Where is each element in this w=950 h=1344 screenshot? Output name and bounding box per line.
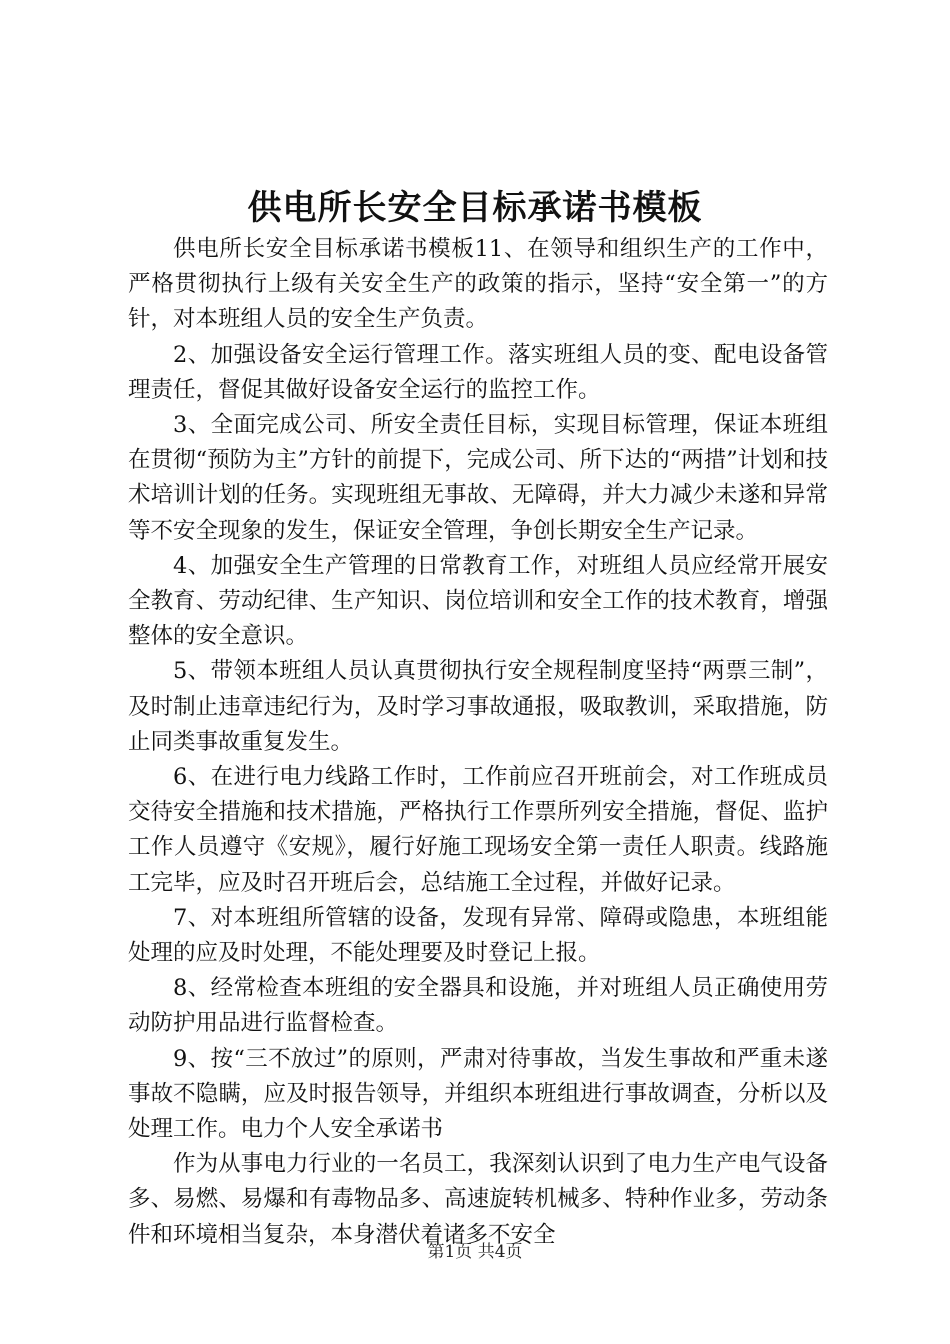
paragraph-3: 3、全面完成公司、所安全责任目标，实现目标管理，保证本班组在贯彻“预防为主”方针的前提下，完成公司、所下达的“两措”计划和技术培训计划的任务。实现班组无事故、无障碍，并大力减少未遂和异常等不安全现象的发生，保证安全管理，争创长期安全生产记录。 xyxy=(128,412,828,544)
paragraph-7: 7、对本班组所管辖的设备，发现有异常、障碍或隐患，本班组能处理的应及时处理，不能处理要及时登记上报。 xyxy=(128,904,828,967)
paragraph-5: 5、带领本班组人员认真贯彻执行安全规程制度坚持“两票三制”，及时制止违章违纪行为，及时学习事故通报，吸取教训，采取措施，防止同类事故重复发生。 xyxy=(128,658,828,755)
paragraph-4: 4、加强安全生产管理的日常教育工作，对班组人员应经常开展安全教育、劳动纪律、生产知识、岗位培训和安全工作的技术教育，增强整体的安全意识。 xyxy=(128,552,828,650)
document-body xyxy=(128,232,828,1253)
paragraph-8: 8、经常检查本班组的安全器具和设施，并对班组人员正确使用劳动防护用品进行监督检查。 xyxy=(128,975,828,1037)
paragraph-10: 作为从事电力行业的一名员工，我深刻认识到了电力生产电气设备多、易燃、易爆和有毒物品多、高速旋转机械多、特种作业多，劳动条件和环境相当复杂，本身潜伏着诸多不安全 xyxy=(128,1151,828,1248)
paragraph-1: 供电所长安全目标承诺书模板11、在领导和组织生产的工作中，严格贯彻执行上级有关安全生产的政策的指示，坚持“安全第一”的方针，对本班组人员的安全生产负责。 xyxy=(128,236,828,333)
paragraph-2: 2、加强设备安全运行管理工作。落实班组人员的变、配电设备管理责任，督促其做好设备安全运行的监控工作。 xyxy=(128,341,828,403)
paragraph-9: 9、按“三不放过”的原则，严肃对待事故，当发生事故和严重未遂事故不隐瞒，应及时报告领导，并组织本班组进行事故调查，分析以及处理工作。电力个人安全承诺书 xyxy=(128,1045,828,1143)
document-title: 供电所长安全目标承诺书模板 xyxy=(247,188,703,228)
paragraph-6: 6、在进行电力线路工作时，工作前应召开班前会，对工作班成员交待安全措施和技术措施，严格执行工作票所列安全措施，督促、监护工作人员遵守《安规》，履行好施工现场安全第一责任人职责。线路施工完毕，应及时召开班后会，总结施工全过程，并做好记录。 xyxy=(128,764,828,896)
page-number-footer: 第1页 共4页 xyxy=(427,1242,523,1262)
